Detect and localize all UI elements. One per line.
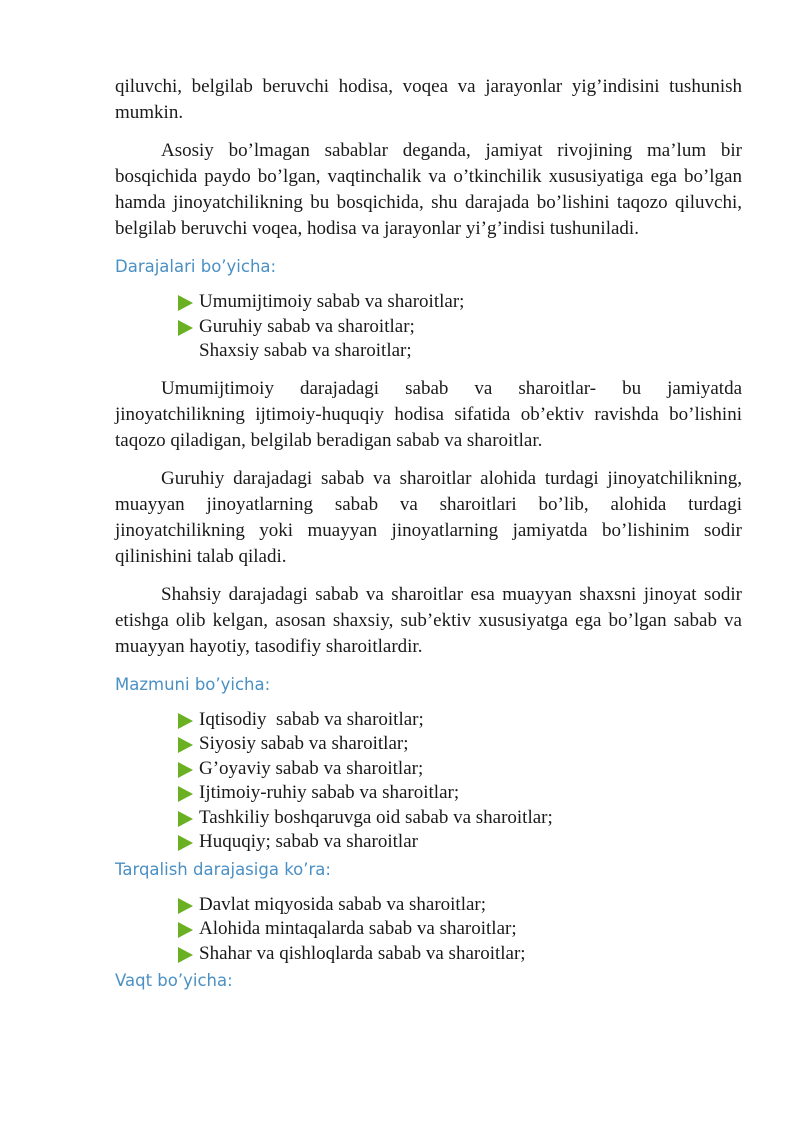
list-item-label: G’oyaviy sabab va sharoitlar; xyxy=(199,757,424,779)
list-by-content xyxy=(115,708,742,855)
list-item xyxy=(177,290,742,315)
list-item-label: Guruhiy sabab va sharoitlar; xyxy=(199,315,415,337)
document-page xyxy=(115,74,742,994)
list-item-label: Shahar va qishloqlarda sabab va sharoitlar; xyxy=(199,942,526,964)
list-item-label: Siyosiy sabab va sharoitlar; xyxy=(199,733,409,754)
list-item xyxy=(177,757,742,782)
paragraph-non-main-causes: Asosiy bo’lmagan sabablar deganda, jamiyat rivojining ma’lum bir bosqichida paydo bo’lgan, vaqtinchalik va o’tkinchilik xususiyatiga ega bo’lgan hamda jinoyatchilikning bu bosqichida, shu darajada bo’lishini taqozo qiluvchi, belgilab beruvchi voqea, hodisa va jarayonlar yi’g’indisi tushuniladi. xyxy=(115,140,742,239)
triangle-arrow-right-icon xyxy=(178,737,193,753)
list-by-levels xyxy=(115,290,742,364)
list-item xyxy=(177,942,742,967)
triangle-arrow-right-icon xyxy=(178,713,193,729)
heading-by-levels: Darajalari bo’yicha: xyxy=(115,257,277,276)
heading-by-content: Mazmuni bo’yicha: xyxy=(115,674,271,694)
list-item xyxy=(177,732,742,757)
heading-by-time: Vaqt bo’yicha: xyxy=(115,971,233,990)
list-by-spread xyxy=(115,893,742,967)
list-item-label: Tashkiliy boshqaruvga oid sabab va sharoitlar; xyxy=(199,806,553,828)
triangle-arrow-right-icon xyxy=(178,922,193,938)
list-item xyxy=(177,315,742,340)
list-item xyxy=(177,830,742,855)
list-item-label: Davlat miqyosida sabab va sharoitlar; xyxy=(199,893,487,915)
triangle-arrow-right-icon xyxy=(178,320,193,336)
list-item xyxy=(177,806,742,831)
triangle-arrow-right-icon xyxy=(178,786,193,802)
list-item xyxy=(177,708,742,733)
list-item xyxy=(177,781,742,806)
paragraph-personal-level: Shahsiy darajadagi sabab va sharoitlar esa muayyan shaxsni jinoyat sodir etishga olib kelgan, asosan shaxsiy, sub’ektiv xususiyatga ega bo’lgan sabab va muayyan hayotiy, tasodifiy sharoitlardir. xyxy=(115,583,742,657)
triangle-arrow-right-icon xyxy=(178,898,193,914)
list-item xyxy=(177,893,742,918)
list-item-label: Alohida mintaqalarda sabab va sharoitlar; xyxy=(199,918,517,939)
triangle-arrow-right-icon xyxy=(178,762,193,778)
list-item-label: Iqtisodiy sabab va sharoitlar; xyxy=(199,708,424,730)
list-item-label: Huquqiy; sabab va sharoitlar xyxy=(199,831,418,852)
heading-by-spread: Tarqalish darajasiga ko’ra: xyxy=(115,859,331,879)
triangle-arrow-right-icon xyxy=(178,811,193,827)
list-item-label: Umumijtimoiy sabab va sharoitlar; xyxy=(199,291,465,312)
list-item xyxy=(177,917,742,942)
list-item xyxy=(177,339,742,364)
triangle-arrow-right-icon xyxy=(178,295,193,311)
paragraph-general-social: Umumijtimoiy darajadagi sabab va sharoitlar- bu jamiyatda jinoyatchilikning ijtimoiy-huquqiy hodisa sifatida ob’ektiv ravishda bo’lishini taqozo qiladigan, belgilab beradigan sabab va sharoitlar. xyxy=(115,377,742,451)
triangle-arrow-right-icon xyxy=(178,947,193,963)
paragraph-continuation: qiluvchi, belgilab beruvchi hodisa, voqea va jarayonlar yig’indisini tushunish mumkin. xyxy=(115,76,742,123)
paragraph-group-level: Guruhiy darajadagi sabab va sharoitlar alohida turdagi jinoyatchilikning, muayyan jinoyatlarning sabab va sharoitlari bo’lib, alohida turdagi jinoyatchilikning yoki muayyan jinoyatlarning jamiyatda bo’lishinim sodir qilinishini talab qiladi. xyxy=(115,467,742,567)
list-item-label: Ijtimoiy-ruhiy sabab va sharoitlar; xyxy=(199,782,460,803)
list-item-label: Shaxsiy sabab va sharoitlar; xyxy=(199,340,412,361)
triangle-arrow-right-icon xyxy=(178,835,193,851)
